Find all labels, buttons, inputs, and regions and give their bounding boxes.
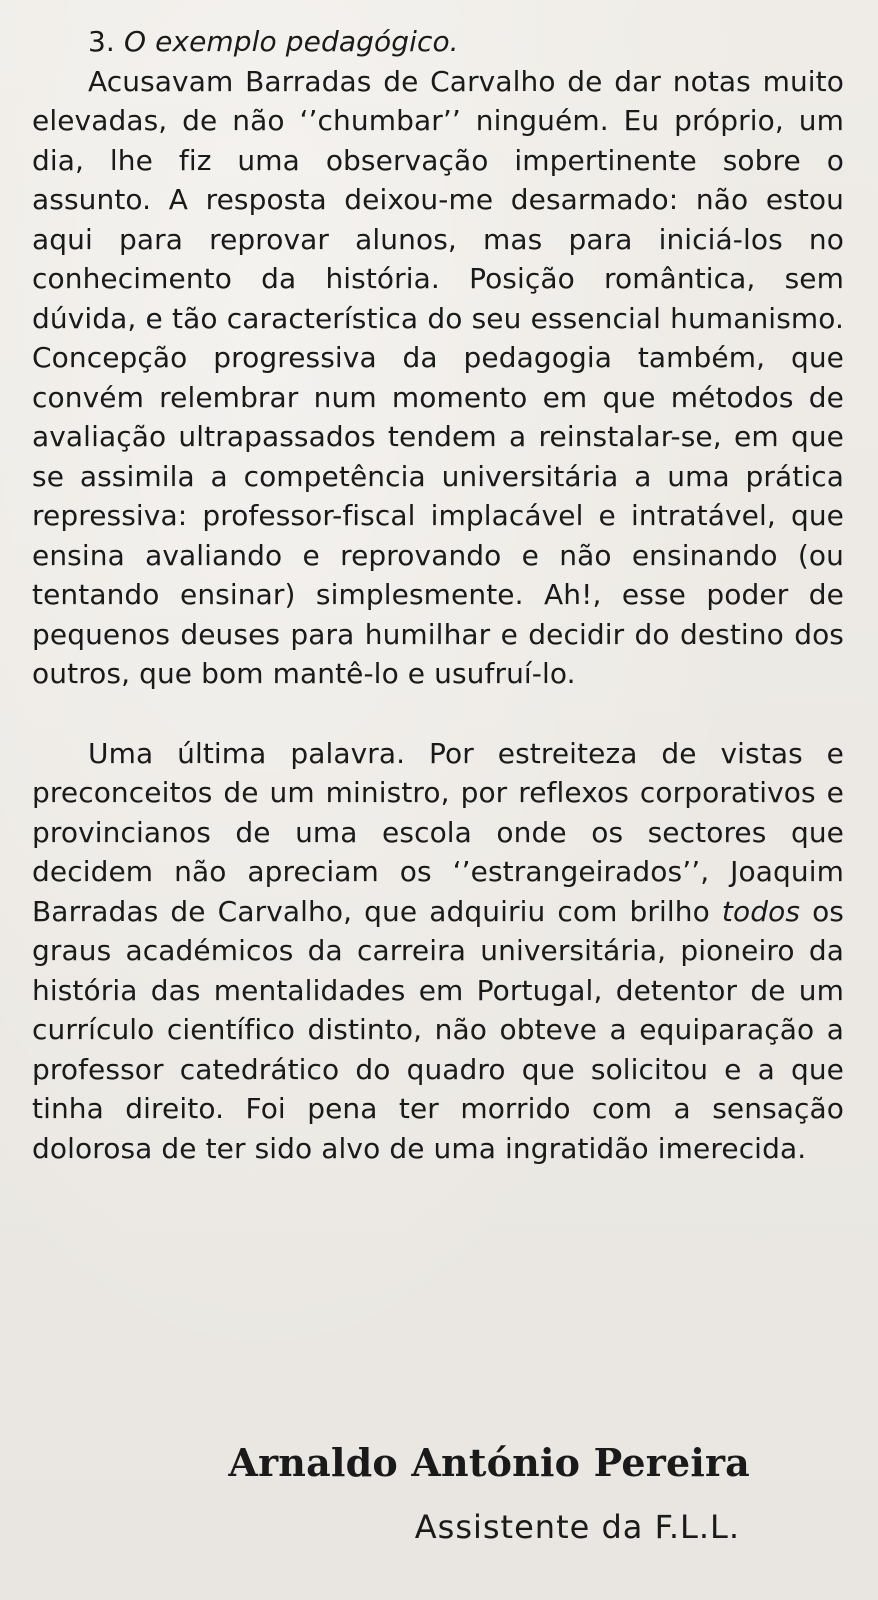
- paragraph-last-word: [32, 734, 844, 1169]
- paragraph-pedagogy: Acusavam Barradas de Carvalho de dar notas muito elevadas, de não ‘’chumbar’’ ninguém. Eu próprio, um dia, lhe fiz uma observação impertinente sobre o assunto. A resposta deixou-me desarmado: não estou aqui para reprovar alunos, mas para iniciá-los no conhecimento da história. Posição romântica, sem dúvida, e tão característica do seu essencial humanismo. Concepção progressiva da pedagogia também, que convém relembrar num momento em que métodos de avaliação ultrapassados tendem a reinstalar-se, em que se assimila a competência universitária a uma prática repressiva: professor-fiscal implacável e intratável, que ensina avaliando e reprovando e não ensinando (ou tentando ensinar) simplesmente. Ah!, esse poder de pequenos deuses para humilhar e decidir do destino dos outros, que bom mantê-lo e usufruí-lo.: [32, 64, 844, 690]
- paragraph-gap: [32, 694, 844, 734]
- article-body: [32, 22, 844, 1168]
- author-affiliation: Assistente da F.L.L.: [414, 1508, 740, 1546]
- section-title: O exemplo pedagógico.: [123, 25, 459, 58]
- author-name: Arnaldo António Pereira: [228, 1440, 750, 1485]
- emphasis-todos: todos: [721, 894, 801, 928]
- section-number: 3.: [88, 25, 115, 58]
- paragraph-last-word-end: os graus académicos da carreira universitária, pioneiro da história das mentalidades em Portugal, detentor de um currículo científico distinto, não obteve a equiparação a professor catedrático do quadro que solicitou e a que tinha direito. Foi pena ter morrido com a sensação dolorosa de ter sido alvo de uma ingratidão imerecida.: [32, 894, 844, 1165]
- paragraph-last-word-start: Uma última palavra. Por estreiteza de vistas e preconceitos de um ministro, por reflexos corporativos e provincianos de uma escola onde os sectores que decidem não apreciam os ‘’estrangeirados’’, Joaquim Barradas de Carvalho, que adquiriu com brilho: [32, 736, 844, 928]
- section-heading: [32, 22, 844, 62]
